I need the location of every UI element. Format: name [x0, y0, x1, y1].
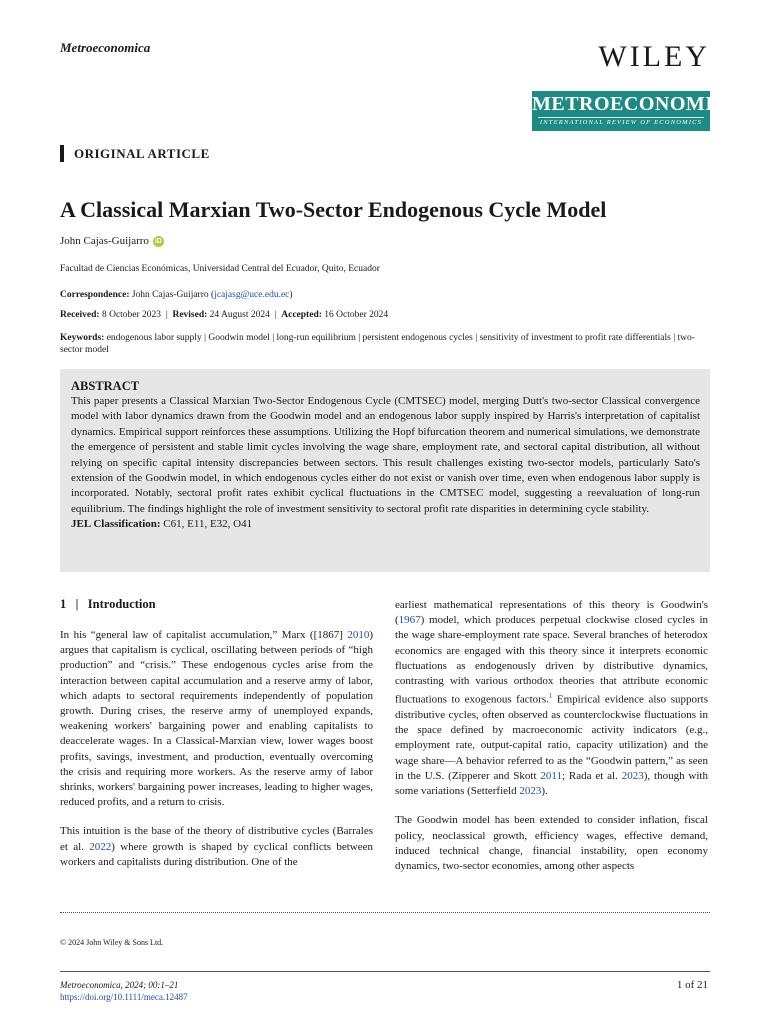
accepted-date: 16 October 2024 [324, 310, 389, 320]
author-line [60, 235, 164, 247]
received-label: Received: [60, 310, 100, 320]
section-title: Introduction [87, 597, 156, 611]
footer-citation [60, 979, 188, 1003]
correspondence-label: Correspondence: [60, 290, 130, 300]
text-run: ), though with some variations (Setterfield [395, 769, 708, 798]
article-type: ORIGINAL ARTICLE [60, 145, 210, 162]
citation-link[interactable]: 2023 [519, 785, 542, 798]
text-run: ) where growth is shaped by cyclical conflicts between workers and capitalists during distribution. One of the [60, 840, 373, 868]
citation-link[interactable]: 2022 [89, 840, 112, 853]
author-name[interactable]: John Cajas-Guijarro [60, 235, 149, 247]
text-run: Empirical evidence also supports distributive cycles, often observed as counterclockwise fluctuations in the space defined by macroeconomic activity indicators (e.g., employment rate, output-capital ratio, capacity utilization) and the wage share—A behavior referred to as the “Goodwin pattern,” as seen in the U.S. (Zipperer and Skott [395, 693, 708, 782]
jel-classification [71, 517, 700, 532]
citation-link[interactable]: 2010 [347, 629, 370, 641]
orcid-icon[interactable]: iD [154, 237, 162, 245]
abstract-box [60, 369, 710, 572]
keywords-list: endogenous labor supply | Goodwin model | long-run equilibrium | persistent endogenous cycles | sensitivity of investment to profit rate differentials | two-sector model [60, 333, 695, 355]
paragraph [395, 598, 708, 799]
footer-divider [60, 971, 710, 972]
doi-link[interactable]: https://doi.org/10.1111/meca.12487 [60, 992, 188, 1002]
jel-codes: C61, E11, E32, O41 [163, 518, 253, 531]
affiliation: Facultad de Ciencias Económicas, Universidad Central del Ecuador, Quito, Ecuador [60, 264, 380, 274]
banner-subtitle: INTERNATIONAL REVIEW OF ECONOMICS [539, 119, 703, 126]
citation-link[interactable]: 2023 [621, 769, 644, 782]
journal-name: Metroeconomica [60, 40, 151, 55]
section-heading [60, 597, 156, 612]
received-date: 8 October 2023 [101, 310, 162, 320]
section-number: 1 [60, 597, 67, 611]
accepted-label: Accepted: [281, 310, 322, 320]
paragraph: The Goodwin model has been extended to consider inflation, fiscal policy, neoclassical growth, efficiency wages, effective demand, induced technical change, financial instability, open economy dynamics, two-sector economies, among other aspects [395, 814, 708, 872]
footnote-link[interactable]: 1 [548, 692, 553, 701]
text-run: ) argues that capitalism is cyclical, oscillating between periods of “high production” and “crisis.” These endogenous cycles arise from the interaction between capital accumulation and a reserve army of labor, which adapts to sectoral requirements independently of population growth. During crises, the reserve army of unemployed expands, weakening workers' bargaining power and enabling capitalists to deaccelerate wages. In a Classical-Marxian view, lower wages boost profits, savings, investment, and production, eventually overcoming the crisis and requiring more workers. As the reserve army of labor shrinks, workers' bargaining power increases, leading to higher wages, reduced profits, and a return to crisis. [60, 629, 373, 809]
revised-date: 24 August 2024 [209, 310, 270, 320]
revised-label: Revised: [172, 310, 208, 320]
correspondence-email-link[interactable]: jcajasg@uce.edu.ec [214, 290, 290, 300]
abstract-heading: ABSTRACT [71, 379, 140, 393]
copyright: © 2024 John Wiley & Sons Ltd. [60, 938, 164, 947]
article-title: A Classical Marxian Two-Sector Endogenous Cycle Model [60, 197, 607, 222]
text-run: earliest mathematical representations of this theory is Goodwin's ( [395, 599, 708, 627]
article-dates: Received: 8 October 2023 | Revised: 24 August 2024 | Accepted: 16 October 2024 [60, 310, 389, 320]
citation-text: Metroeconomica, 2024; 00:1–21 [60, 980, 179, 990]
correspondence-close: ) [289, 290, 293, 300]
text-run: This intuition is the base of the theory of distributive cycles (Barrales et al. [60, 825, 373, 853]
citation-link[interactable]: 1967 [398, 614, 421, 627]
text-run: In his “general law of capitalist accumulation,” Marx ([1867] [60, 629, 348, 641]
correspondence-name: John Cajas-Guijarro ( [131, 290, 215, 300]
abstract-text: This paper presents a Classical Marxian Two-Sector Endogenous Cycle (CMTSEC) model, merging Dutt's two-sector Classical convergence model with labor dynamics drawn from the Goodwin model and an endogenous labor supply inspired by Harris's interpretation of capitalist dynamics. Empirical support reinforces these assumptions. Utilizing the Hopf bifurcation theorem and numerical simulations, we demonstrate the emergence of persistent and stable limit cycles involving the wage share, employment rate, and sectoral capital distribution, all without relying on specific capital intensity discrepancies between sectors. This result challenges existing two-sector models, particularly Sato's extension of the Goodwin model, in which endogenous cycles either do not exist or vanish over time, even when endogenous labor supply is incorporated. Notably, sectoral profit rates exhibit cyclical fluctuations in the CMTSEC model, suggesting a reevaluation of long-run equilibrium. The findings highlight the role of investment sensitivity to sectoral profit rate disparities in determining cycle stability. [71, 395, 700, 515]
text-run: ) model, which produces perpetual clockwise closed cycles in the wage share-employment rate space. Several branches of heterodox economics are engaged with this theory since it interprets economic fluctuations as endogenously driven by distributive dynamics, contrasting with various orthodox theories that attribute economic fluctuations to exogenous factors. [395, 614, 708, 706]
right-column [395, 598, 708, 888]
paragraph [60, 628, 373, 810]
jel-label: JEL Classification: [71, 518, 161, 531]
text-run: ; Rada et al. [561, 769, 622, 782]
journal-banner-logo [532, 91, 744, 131]
correspondence [60, 290, 293, 300]
text-run: ). [541, 785, 548, 798]
left-column [60, 628, 373, 884]
section-separator: | [75, 597, 79, 611]
citation-link[interactable]: 2011 [540, 769, 562, 782]
page-number: 1 of 21 [676, 979, 708, 991]
paragraph [60, 824, 373, 870]
banner-title: METROECONOMICA [532, 93, 744, 115]
footnote-divider [60, 912, 710, 913]
keywords [60, 332, 710, 356]
keywords-label: Keywords: [60, 333, 105, 343]
publisher-logo: WILEY [598, 40, 710, 73]
